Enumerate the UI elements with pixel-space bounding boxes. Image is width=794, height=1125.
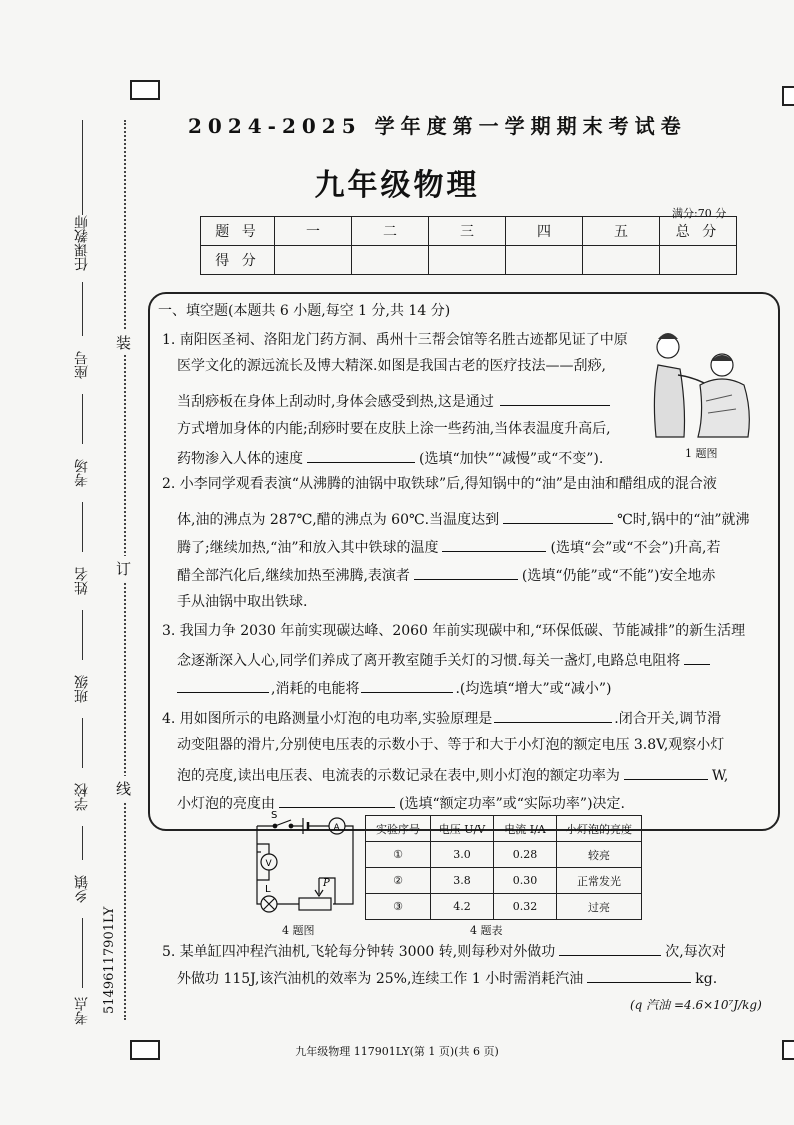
score-cell: 总 分 [660, 217, 737, 246]
score-table [200, 216, 737, 275]
question-text-part: 药物渗入人体的速度 [177, 451, 303, 467]
score-cell: 二 [352, 217, 429, 246]
question-text-part: .闭合开关,调节滑 [614, 711, 722, 727]
question-text-part: 泡的亮度,读出电压表、电流表的示数记录在表中,则小灯泡的额定功率为 [177, 768, 620, 784]
answer-blank[interactable] [177, 678, 269, 693]
sidebar-field: 座号 [74, 351, 90, 379]
answer-blank[interactable] [494, 708, 612, 723]
table-cell: 正常发光 [557, 868, 642, 894]
question-text-part: 体,油的沸点为 287℃,醋的沸点为 60℃.当温度达到 [177, 512, 500, 528]
score-cell: 题 号 [201, 217, 275, 246]
question-text [177, 968, 717, 988]
question-text [177, 537, 721, 557]
table-row [366, 894, 642, 920]
question-text: 3. 我国力争 2030 年前实现碳达峰、2060 年前实现碳中和,“环保低碳、节能减排”的新生活理 [162, 623, 746, 639]
question-text-part: 小灯泡的亮度由 [177, 796, 275, 812]
score-cell[interactable] [275, 246, 352, 275]
registration-mark-top-right [782, 86, 794, 106]
table-row [366, 868, 642, 894]
question-text-part: 当刮痧板在身体上刮动时,身体会感受到热,这是通过 [177, 394, 494, 410]
question-text-part: (选填“加快”“减慢”或“不变”). [419, 451, 604, 467]
score-cell: 得 分 [201, 246, 275, 275]
table-cell: ③ [366, 894, 431, 920]
table-cell: 4.2 [431, 894, 494, 920]
binding-mark: 装 [116, 330, 131, 355]
table-cell: ② [366, 868, 431, 894]
exam-title: 2024-2025 学年度第一学期期末考试卷 [188, 114, 687, 138]
question-text [177, 509, 750, 529]
question-text-part: 5. 某单缸四冲程汽油机,飞轮每分钟转 3000 转,则每秒对外做功 [162, 944, 556, 960]
question-text-part: (选填“仍能”或“不能”)安全地赤 [521, 568, 716, 584]
table-cell: 3.0 [431, 842, 494, 868]
answer-blank[interactable] [587, 968, 691, 983]
circuit-label: S [271, 810, 278, 821]
table-cell: 0.30 [494, 868, 557, 894]
answer-blank[interactable] [414, 565, 518, 580]
score-cell[interactable] [583, 246, 660, 275]
constant-note: (q 汽油 =4.6×10⁷J/kg) [630, 998, 762, 1012]
figure-caption: 4 题图 [282, 924, 315, 937]
question-text-part: 4. 用如图所示的电路测量小灯泡的电功率,实验原理是 [162, 711, 493, 727]
question-text [162, 708, 721, 728]
table-caption: 4 题表 [470, 924, 503, 937]
question-text-part: 念逐渐深入人心,同学们养成了离开教室随手关灯的习惯.每关一盏灯,电路总电阻将 [177, 653, 681, 669]
question-text [177, 448, 603, 468]
sidebar-field: 姓名 [74, 567, 90, 595]
question-text-part: (选填“额定功率”或“实际功率”)决定. [399, 796, 626, 812]
score-cell: 一 [275, 217, 352, 246]
score-cell[interactable] [506, 246, 583, 275]
sidebar-field: 考点 [74, 997, 90, 1025]
table-cell: 过亮 [557, 894, 642, 920]
score-cell: 三 [429, 217, 506, 246]
voltmeter-symbol: V [265, 859, 272, 869]
table-header-row [366, 816, 642, 842]
sidebar-field: 乡镇 [74, 875, 90, 903]
answer-blank[interactable] [442, 537, 546, 552]
score-cell[interactable] [660, 246, 737, 275]
binding-mark: 订 [116, 556, 131, 581]
sidebar-field: 考场 [74, 459, 90, 487]
question-text: 1. 南阳医圣祠、洛阳龙门药方洞、禹州十三帮会馆等名胜古迹都见证了中原 [162, 332, 628, 348]
table-header: 实验序号 [366, 816, 431, 842]
question-text: 方式增加身体的内能;刮痧时要在皮肤上涂一些药油,当体表温度升高后, [177, 421, 611, 437]
circuit-label: P [323, 878, 330, 889]
score-table-row [201, 217, 737, 246]
question-text [177, 765, 728, 785]
question-text-part: W, [711, 768, 729, 784]
gua-sha-illustration [640, 325, 755, 443]
question-text: 动变阻器的滑片,分别使电压表的示数小于、等于和大于小灯泡的额定电压 3.8V,观察小灯 [177, 737, 725, 753]
section-heading: 一、填空题(本题共 6 小题,每空 1 分,共 14 分) [158, 303, 451, 319]
question-text [177, 650, 710, 670]
sidebar-code: 51496117901LY [102, 906, 117, 1014]
figure-caption: 1 题图 [685, 447, 718, 460]
registration-mark-top-left [130, 80, 160, 100]
page-footer: 九年级物理 117901LY(第 1 页)(共 6 页) [295, 1045, 499, 1058]
circuit-diagram [245, 808, 360, 918]
question-text-part: 醋全部汽化后,继续加热至沸腾,表演者 [177, 568, 410, 584]
question-text [177, 391, 610, 411]
circuit-label: L [265, 884, 271, 895]
question-text-part: .(均选填“增大”或“减小”) [455, 681, 612, 697]
sidebar-field: 班级 [74, 675, 90, 703]
answer-blank[interactable] [279, 793, 395, 808]
question-text-part: kg. [695, 971, 718, 987]
page-title: 九年级物理 [314, 168, 480, 203]
table-header: 电压 U/V [431, 816, 494, 842]
question-text-part: ,消耗的电能将 [271, 681, 360, 697]
data-table [365, 815, 642, 920]
table-header: 电流 I/A [494, 816, 557, 842]
answer-blank[interactable] [684, 650, 710, 665]
score-table-row [201, 246, 737, 275]
table-cell: 较亮 [557, 842, 642, 868]
question-text-part: ℃时,锅中的“油”就沸 [617, 512, 750, 528]
score-cell[interactable] [429, 246, 506, 275]
answer-blank[interactable] [307, 448, 415, 463]
table-row [366, 842, 642, 868]
score-cell: 五 [583, 217, 660, 246]
question-text: 手从油锅中取出铁球. [177, 594, 308, 610]
binding-mark: 线 [116, 776, 131, 801]
question-text [177, 678, 611, 698]
ammeter-symbol: A [333, 823, 340, 833]
answer-blank[interactable] [500, 391, 610, 406]
question-text: 医学文化的源远流长及博大精深.如图是我国古老的医疗技法——刮痧, [177, 358, 606, 374]
question-text-part: 次,每次对 [665, 944, 726, 960]
answer-blank[interactable] [624, 765, 708, 780]
answer-blank[interactable] [503, 509, 613, 524]
question-text [177, 565, 715, 585]
table-header: 小灯泡的亮度 [557, 816, 642, 842]
score-cell: 四 [506, 217, 583, 246]
table-cell: 0.28 [494, 842, 557, 868]
answer-blank[interactable] [559, 941, 661, 956]
question-text: 2. 小李同学观看表演“从沸腾的油锅中取铁球”后,得知锅中的“油”是由油和醋组成的混合液 [162, 476, 717, 492]
question-text [162, 941, 726, 961]
table-cell: ① [366, 842, 431, 868]
question-text-part: 腾了;继续加热,“油”和放入其中铁球的温度 [177, 540, 439, 556]
question-text-part: (选填“会”或“不会”)升高,若 [550, 540, 721, 556]
answer-blank[interactable] [361, 678, 453, 693]
sidebar-field: 学校 [74, 783, 90, 811]
table-cell: 0.32 [494, 894, 557, 920]
sidebar-field: 任课教师 [74, 215, 90, 271]
score-cell[interactable] [352, 246, 429, 275]
table-cell: 3.8 [431, 868, 494, 894]
question-text-part: 外做功 115J,该汽油机的效率为 25%,连续工作 1 小时需消耗汽油 [177, 971, 584, 987]
full-score: 满分:70 分 [672, 207, 727, 220]
